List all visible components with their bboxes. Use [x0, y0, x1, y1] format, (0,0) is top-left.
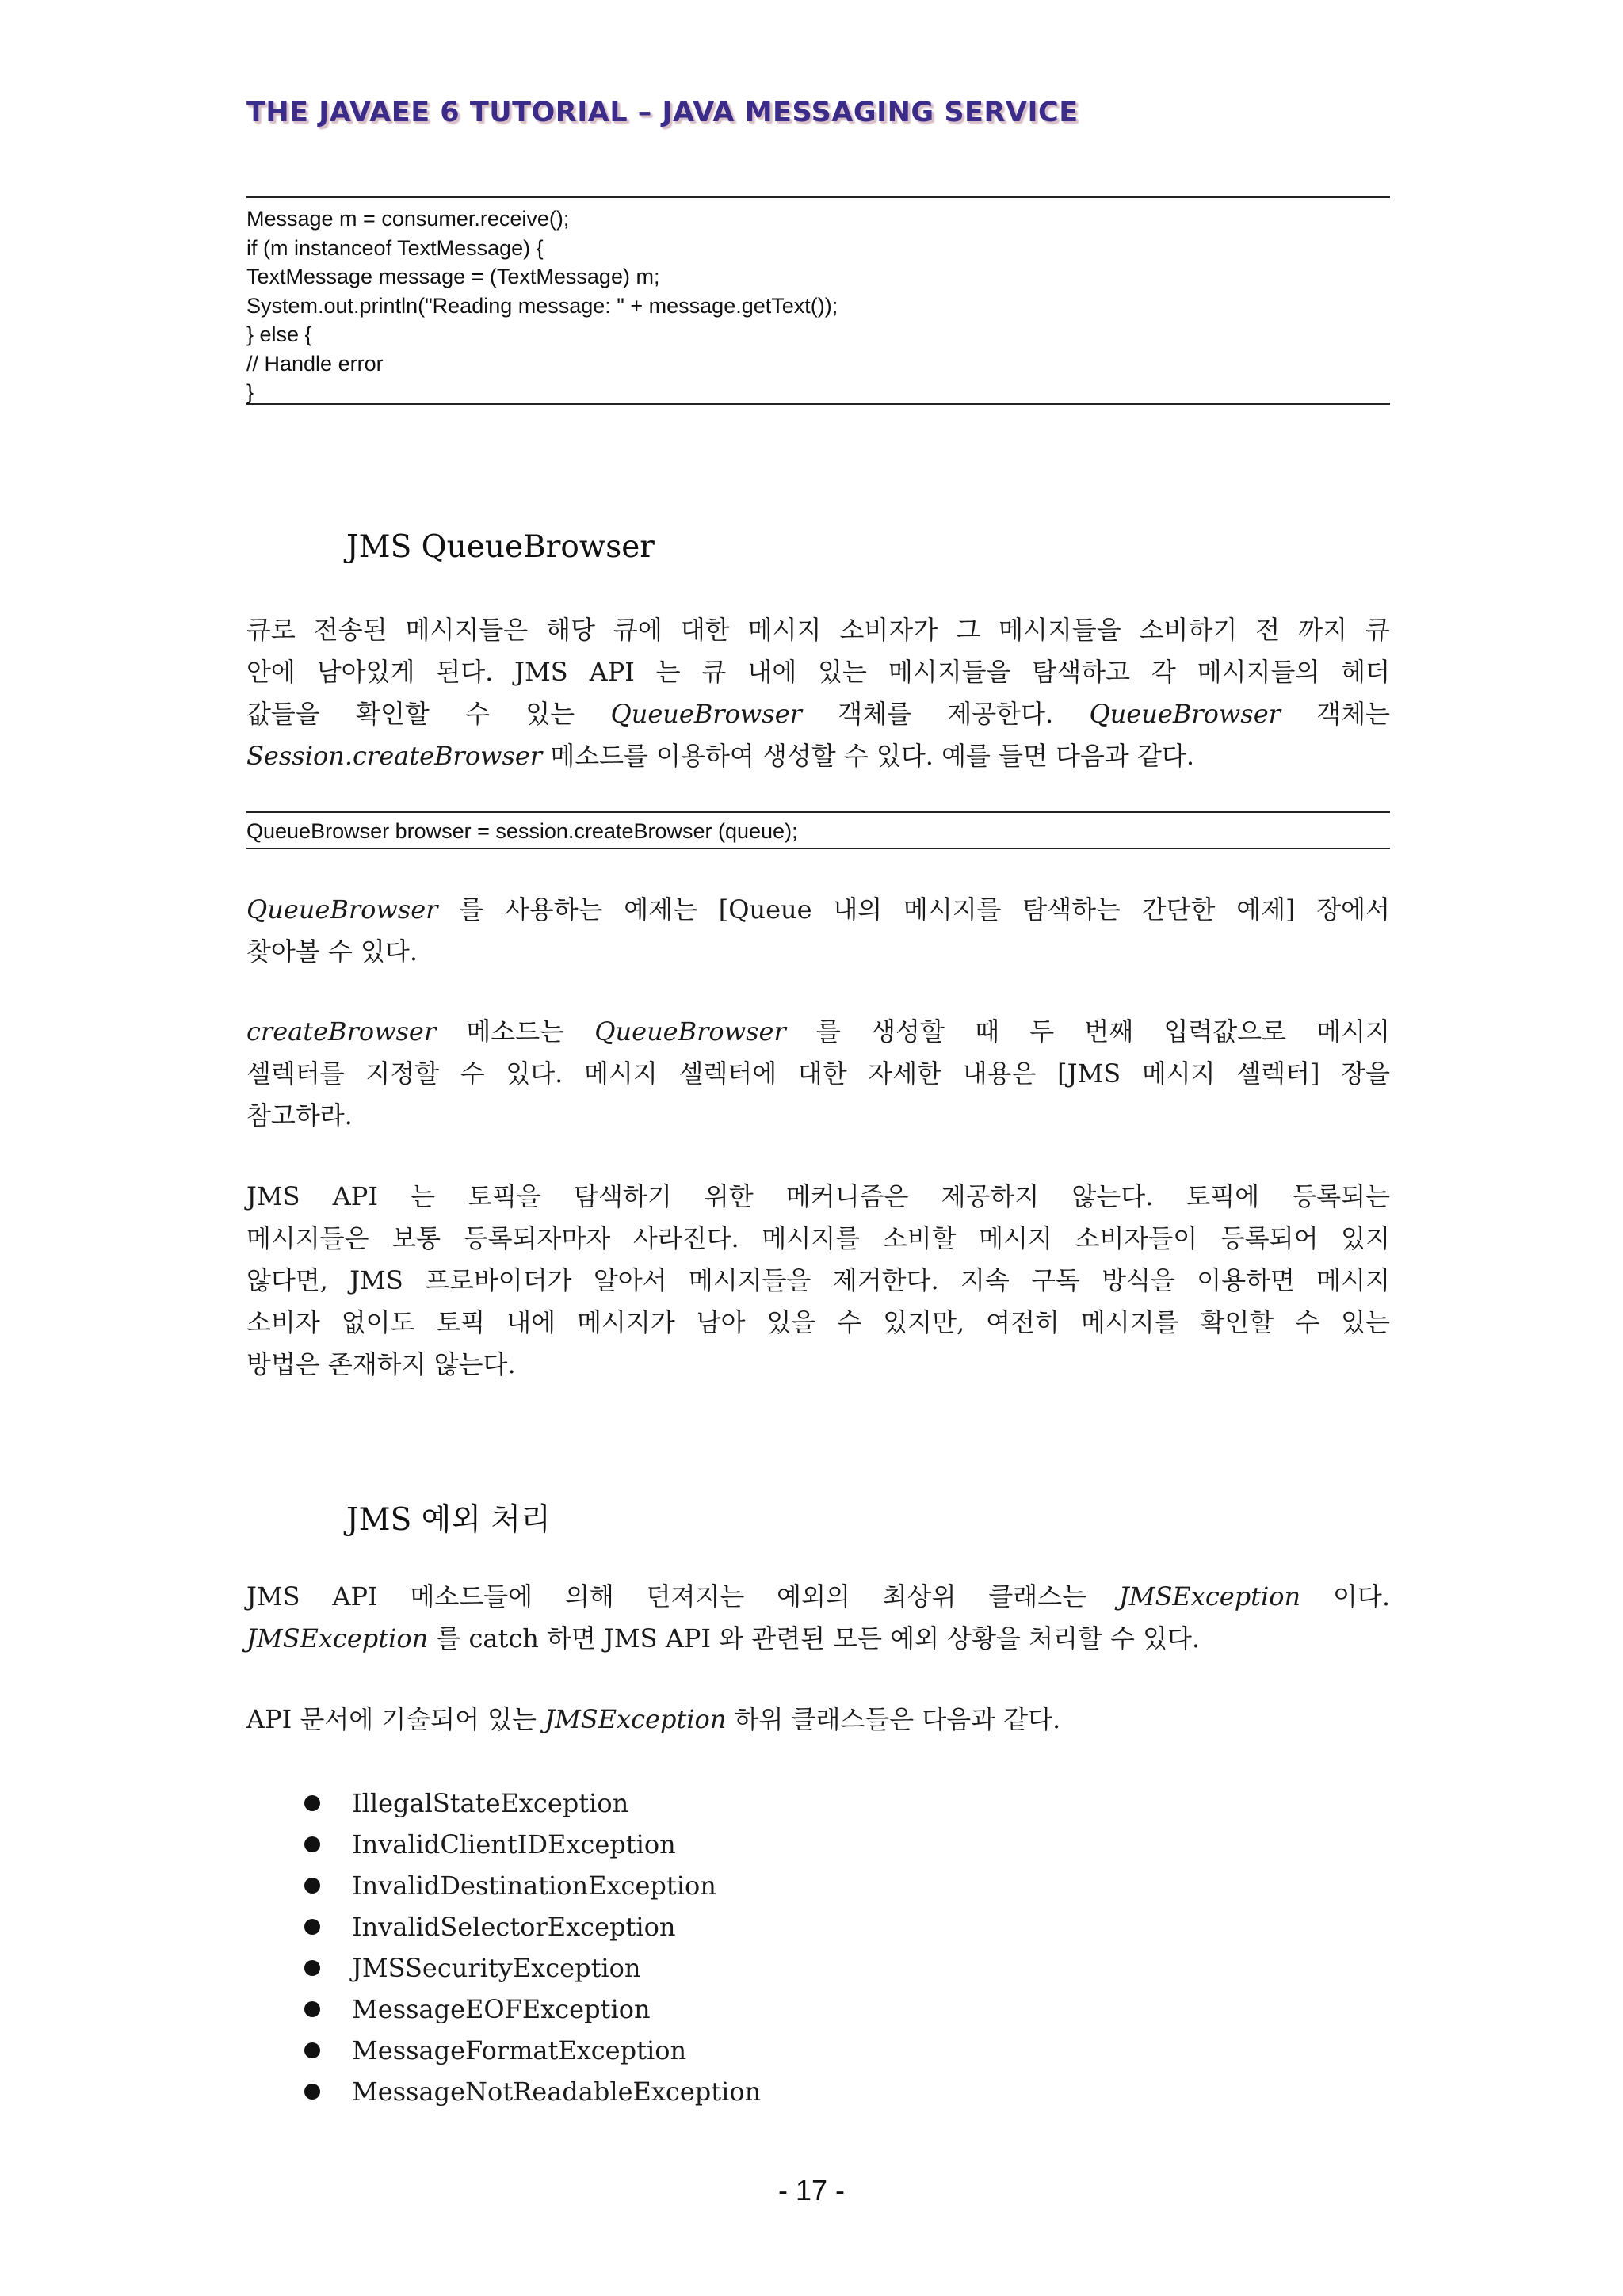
text-run: 값들을 확인할 수 있는	[246, 699, 575, 729]
text-line: 방법은 존재하지 않는다.	[246, 1349, 516, 1379]
list-item	[304, 2030, 761, 2071]
bullet-icon	[304, 1919, 320, 1935]
exception-list	[304, 1783, 761, 2112]
text-run: JMS API 메소드들에 의해 던져지는 예외의 최상위 클래스는	[246, 1581, 1087, 1611]
bullet-icon	[304, 2001, 320, 2017]
bullet-icon	[304, 2042, 320, 2058]
code-line: }	[246, 380, 254, 404]
text-line	[246, 1576, 1390, 1618]
italic-term: QueueBrowser	[610, 699, 802, 729]
text-line	[246, 1011, 1390, 1053]
text-run: 메소드는	[436, 1016, 595, 1047]
text-run: 하위 클래스들은 다음과 같다.	[726, 1704, 1061, 1734]
italic-term: QueueBrowser	[594, 1016, 786, 1047]
bullet-icon	[304, 1836, 320, 1852]
code-block-receive	[246, 196, 1390, 405]
text-run: 객체를 제공한다.	[838, 699, 1054, 729]
section-heading-exceptions: JMS 예외 처리	[346, 1502, 551, 1538]
code-line: System.out.println("Reading message: " + message.getText());	[246, 293, 838, 318]
code-line: if (m instanceof TextMessage) {	[246, 235, 544, 260]
bullet-icon	[304, 1878, 320, 1894]
code-line: Message m = consumer.receive();	[246, 207, 570, 231]
list-item	[304, 1906, 761, 1947]
code-line: QueueBrowser browser = session.createBrowser (queue);	[246, 819, 798, 843]
text-run: 객체는	[1316, 699, 1391, 729]
list-item-label: InvalidDestinationException	[352, 1871, 716, 1901]
code-line: } else {	[246, 322, 312, 346]
list-item	[304, 1824, 761, 1865]
page-header-title: THE JAVAEE 6 TUTORIAL – JAVA MESSAGING SERVICE	[246, 97, 1079, 128]
list-item-label: InvalidClientIDException	[352, 1829, 676, 1859]
text-line	[246, 1699, 1390, 1741]
list-item	[304, 1783, 761, 1824]
italic-term: JMSException	[246, 1623, 429, 1653]
list-item-label: JMSSecurityException	[352, 1953, 641, 1983]
paragraph-queuebrowser-example	[246, 889, 1390, 973]
code-block-create-browser	[246, 811, 1390, 849]
italic-term: JMSException	[1118, 1581, 1301, 1611]
text-line: 참고하라.	[246, 1100, 353, 1131]
text-line: 셀렉터를 지정할 수 있다. 메시지 셀렉터에 대한 자세한 내용은 [JMS 메시지 셀렉터] 장을	[246, 1058, 1390, 1089]
list-item-label: MessageFormatException	[352, 2035, 687, 2065]
list-item	[304, 1947, 761, 1989]
text-line: 안에 남아있게 된다. JMS API 는 큐 내에 있는 메시지들을 탐색하고 각 메시지들의 헤더	[246, 657, 1390, 687]
text-line	[246, 693, 1390, 735]
code-line: TextMessage message = (TextMessage) m;	[246, 265, 660, 288]
text-run: 메소드를 이용하여 생성할 수 있다. 예를 들면 다음과 같다.	[542, 741, 1195, 771]
italic-term: QueueBrowser	[1089, 699, 1281, 729]
paragraph-subclasses-intro	[246, 1699, 1390, 1741]
text-line	[246, 735, 1390, 777]
text-run: 를 생성할 때 두 번째 입력값으로 메시지	[785, 1016, 1390, 1047]
italic-term: JMSException	[544, 1704, 727, 1734]
text-line: 않다면, JMS 프로바이더가 알아서 메시지들을 제거한다. 지속 구독 방식을 이용하면 메시지	[246, 1265, 1390, 1295]
text-line: JMS API 는 토픽을 탐색하기 위한 메커니즘은 제공하지 않는다. 토픽에 등록되는	[246, 1181, 1390, 1211]
italic-term: Session.createBrowser	[246, 741, 543, 771]
page-number: - 17 -	[777, 2174, 846, 2206]
text-line: 소비자 없이도 토픽 내에 메시지가 남아 있을 수 있지만, 여전히 메시지를 확인할 수 있는	[246, 1307, 1390, 1337]
bullet-icon	[304, 2084, 320, 2100]
bullet-icon	[304, 1960, 320, 1976]
list-item-label: InvalidSelectorException	[352, 1912, 676, 1942]
text-run: 를 사용하는 예제는 [Queue 내의 메시지를 탐색하는 간단한 예제] 장에서	[437, 894, 1390, 925]
text-line: 큐로 전송된 메시지들은 해당 큐에 대한 메시지 소비자가 그 메시지들을 소비하기 전 까지 큐	[246, 615, 1390, 645]
paragraph-topic-browsing	[246, 1176, 1390, 1386]
bullet-icon	[304, 1795, 320, 1811]
text-run: 이다.	[1300, 1581, 1391, 1611]
code-line: // Handle error	[246, 351, 384, 376]
text-line: 찾아볼 수 있다.	[246, 936, 418, 967]
paragraph-jmsexception-intro	[246, 1576, 1390, 1660]
list-item	[304, 2071, 761, 2112]
section-heading-queuebrowser: JMS QueueBrowser	[346, 529, 655, 565]
paragraph-create-browser-selector	[246, 1011, 1390, 1137]
list-item-label: IllegalStateException	[352, 1788, 629, 1818]
paragraph-queuebrowser-intro	[246, 609, 1390, 777]
italic-term: createBrowser	[246, 1016, 437, 1047]
italic-term: QueueBrowser	[246, 894, 438, 925]
list-item	[304, 1989, 761, 2030]
text-line: 메시지들은 보통 등록되자마자 사라진다. 메시지를 소비할 메시지 소비자들이 등록되어 있지	[246, 1223, 1390, 1253]
list-item-label: MessageNotReadableException	[352, 2077, 762, 2107]
list-item	[304, 1865, 761, 1906]
text-run: API 문서에 기술되어 있는	[246, 1704, 545, 1734]
text-line	[246, 889, 1390, 931]
list-item-label: MessageEOFException	[352, 1994, 651, 2024]
text-run: 를 catch 하면 JMS API 와 관련된 모든 예외 상황을 처리할 수 있다.	[428, 1623, 1201, 1653]
text-line	[246, 1618, 1390, 1660]
